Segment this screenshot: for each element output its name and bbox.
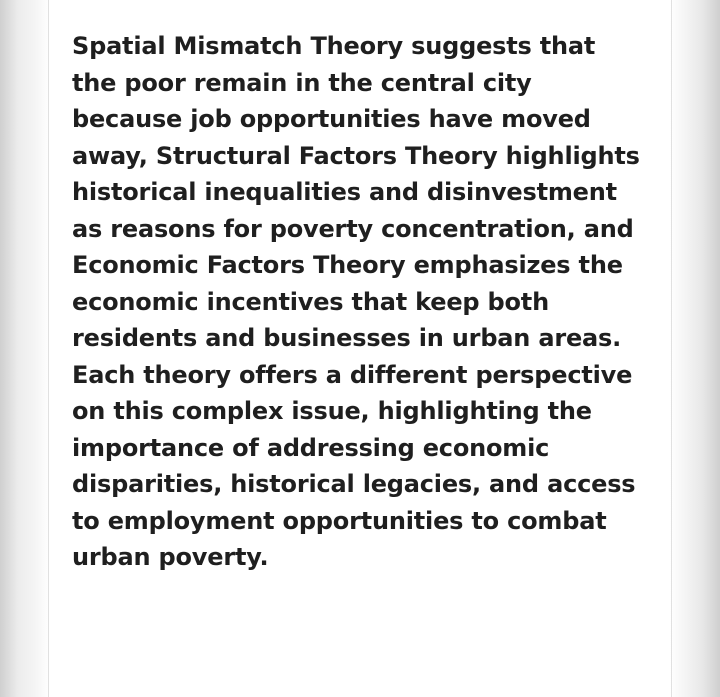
paragraph-line: the poor remain in the central city — [72, 68, 532, 97]
explanation-paragraph — [72, 28, 657, 576]
paragraph-line: residents and businesses in urban areas. — [72, 324, 622, 352]
paragraph-line: importance of addressing economic — [72, 433, 550, 462]
paragraph-line: away, Structural Factors Theory highlights — [72, 141, 640, 170]
paragraph-line: urban poverty. — [72, 543, 269, 571]
paragraph-line: Economic Factors Theory emphasizes the — [72, 251, 623, 279]
paragraph-line: disparities, historical legacies, and access — [72, 470, 636, 498]
paragraph-line: historical inequalities and disinvestment — [72, 178, 617, 206]
right-edge-line — [671, 0, 672, 697]
paragraph-line: because job opportunities have moved — [72, 105, 591, 133]
paragraph-line: Each theory offers a different perspective — [72, 360, 633, 389]
left-page-border — [0, 0, 50, 697]
paragraph-line: on this complex issue, highlighting the — [72, 397, 592, 425]
text-panel — [72, 28, 657, 576]
paragraph-line: Spatial Mismatch Theory suggests that — [72, 32, 596, 60]
paragraph-line: economic incentives that keep both — [72, 287, 549, 316]
left-edge-line — [48, 0, 49, 697]
right-page-border — [670, 0, 720, 697]
paragraph-line: to employment opportunities to combat — [72, 506, 607, 535]
paragraph-line: as reasons for poverty concentration, and — [72, 214, 634, 243]
